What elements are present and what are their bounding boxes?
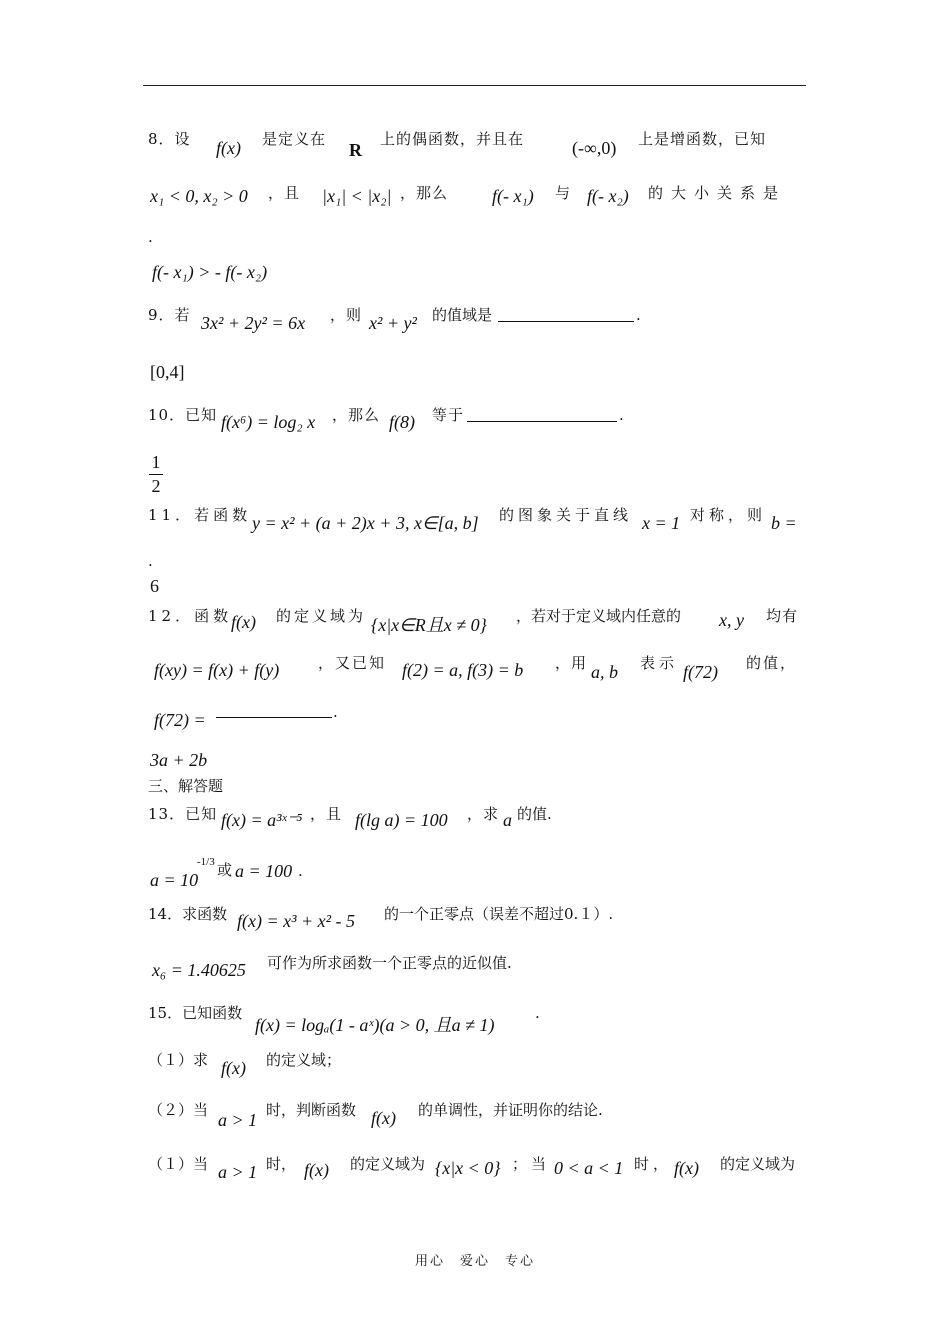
q10-equation: f(x⁶) = log₂ x [221,412,316,432]
q12-text5: ，用 [555,654,588,672]
q14-equation: f(x) = x³ + x² - 5 [237,911,356,931]
q8-R: R [349,140,362,160]
q11-number: 11．若函数 [148,506,252,524]
q8-text2: 上的偶函数，并且在 [380,130,525,148]
q13-number: 13．已知 [148,805,218,823]
q8-dot: . [148,228,154,246]
q15-end: . [535,1004,541,1022]
q11-expression: b = [771,513,797,533]
q9-answer-blank [498,320,634,322]
q8-text1: 是定义在 [262,130,327,148]
q13-text3: 的值. [517,805,552,823]
q8-expr2: f(- x₂) [587,186,629,206]
q10-answer-denominator: 2 [151,476,161,496]
q15-solution1-fx2: f(x) [674,1158,699,1178]
q14-text1: 的一个正零点（误差不超过0.１）. [384,905,614,923]
q15-equation: f(x) = logₐ(1 - aˣ)(a > 0, 且a ≠ 1) [255,1015,495,1035]
q13-answer-or: 或 [217,861,233,879]
q12-f72-equals: f(72) = [154,710,206,730]
q13-text1: ，且 [310,805,343,823]
q13-a: a [503,810,512,830]
q12-text3: 均有 [766,607,799,625]
q12-ab: a, b [591,662,618,682]
q10-text1: ，那么 [332,406,381,424]
q13-equation: f(x) = a³ˣ⁻⁵ [221,810,303,830]
q15-solution1-text4: 时， [634,1155,673,1173]
q11-text2: 对称，则 [690,506,767,524]
q15-solution1-text5: 的定义域为 [720,1155,796,1173]
q10-answer-numerator: 1 [151,452,161,472]
q15-number: 15．已知函数 [148,1004,243,1022]
q14-number: 14．求函数 [148,905,228,923]
q12-text2: ，若对于定义域内任意的 [516,607,682,625]
q15-part2-condition: a > 1 [218,1110,258,1130]
q15-part2-text1: 时，判断函数 [266,1101,357,1119]
section-heading: 三、解答题 [148,777,224,795]
q12-answer-blank [216,716,332,718]
q12-number: 12．函数 [148,607,233,625]
q15-solution1-label: （１）当 [148,1155,209,1173]
q12-given: f(2) = a, f(3) = b [402,660,524,680]
q12-fx: f(x) [231,612,256,632]
q15-part2-label: （２）当 [148,1101,209,1119]
header-rule [143,85,806,86]
q11-dot: . [148,552,154,570]
q8-text7: 的大小关系是 [648,184,787,202]
q15-solution1-fx: f(x) [304,1160,329,1180]
q8-text4: ，且 [268,184,301,202]
q14-answer: x₆ = 1.40625 [152,960,246,980]
q9-number: 9．若 [148,306,191,324]
fraction-bar [149,474,163,475]
q11-equation: y = x² + (a + 2)x + 3, x∈[a, b] [252,513,479,533]
q10-expression: f(8) [389,412,415,432]
q13-answer-exponent: -1/3 [197,856,215,868]
q13-answer-end: . [298,862,304,880]
q12-text1: 的定义域为 [276,607,367,625]
q8-condition1: x₁ < 0, x₂ > 0 [150,186,248,206]
q8-fx: f(x) [216,138,241,158]
q15-solution1-text2: 的定义域为 [350,1155,426,1173]
q14-answer-text: 可作为所求函数一个正零点的近似值. [267,954,512,972]
q15-solution1-condition: a > 1 [218,1162,258,1182]
q9-equation: 3x² + 2y² = 6x [201,313,306,333]
q13-text2: ，求 [467,805,500,823]
q9-text1: ，则 [330,306,363,324]
q15-part2-text2: 的单调性，并证明你的结论. [418,1101,603,1119]
q8-expr1: f(- x₁) [492,186,534,206]
q15-solution1-domain: {x|x < 0} [435,1158,501,1178]
q10-text2: 等于 [432,406,465,424]
q8-number: 8．设 [148,130,191,148]
q13-answer-b: a = 100 [235,861,293,881]
q8-interval: (-∞,0) [572,138,617,158]
q11-answer: 6 [150,576,159,596]
q12-text6: 表示 [640,654,679,672]
q9-answer: [0,4] [150,362,185,382]
q8-answer: f(- x₁) > - f(- x₂) [152,262,268,282]
q9-end: . [636,306,642,324]
q12-f72: f(72) [683,662,718,682]
q15-solution1-text1: 时， [266,1155,297,1173]
q12-domain: {x|x∈R且x ≠ 0} [371,615,487,635]
q15-part1-text: 的定义域； [266,1051,342,1069]
q12-end: . [333,703,339,721]
q9-text2: 的值域是 [432,306,493,324]
q13-condition: f(lg a) = 100 [355,810,448,830]
q9-expression: x² + y² [369,313,417,333]
q15-part1-label: （１）求 [148,1051,209,1069]
q8-text5: ，那么 [400,184,449,202]
q13-answer-a: a = 10 [150,870,199,890]
q10-answer-fraction [149,452,163,497]
q11-line: x = 1 [642,513,681,533]
q15-solution1-text3: ；当 [512,1155,551,1173]
q11-text1: 的图象关于直线 [499,506,633,524]
q12-text7: 的值， [746,654,798,672]
q15-solution1-condition2: 0 < a < 1 [554,1158,624,1178]
q15-part2-fx: f(x) [371,1108,396,1128]
q12-vars: x, y [719,610,744,630]
q15-part1-fx: f(x) [221,1058,246,1078]
q12-text4: ，又已知 [318,654,387,672]
q10-answer-blank [467,420,617,422]
q12-answer: 3a + 2b [150,750,208,770]
q8-text6: 与 [555,184,572,202]
q10-end: . [619,406,625,424]
q12-equation: f(xy) = f(x) + f(y) [154,660,280,680]
q8-condition2: |x₁| < |x₂| [322,186,392,206]
q10-number: 10．已知 [148,406,218,424]
q8-text3: 上是增函数，已知 [638,130,767,148]
page-footer: 用心 爱心 专心 [414,1254,535,1269]
